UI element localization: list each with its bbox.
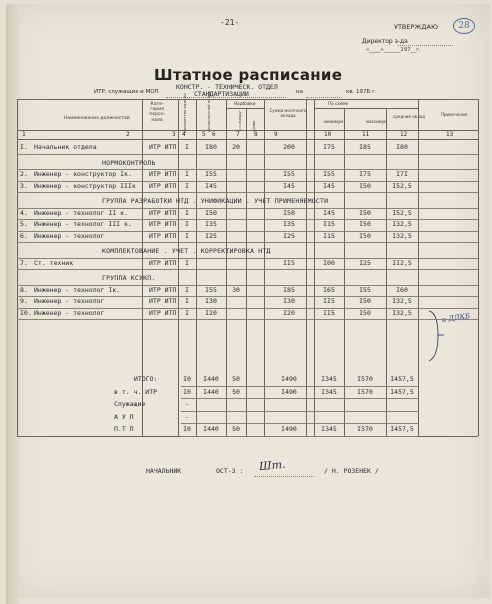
- total-line: [181, 398, 418, 399]
- col-bonus-header: Надбавки: [234, 101, 256, 106]
- cell-max: I50: [359, 231, 371, 240]
- total-sum: I490: [281, 387, 297, 396]
- position-name: Инженер - конструктор Iк.: [34, 170, 132, 178]
- cell-max: I50: [359, 181, 371, 190]
- cell-max: I50: [359, 220, 371, 228]
- row-number: 9.: [20, 297, 28, 305]
- cell-sal: I35: [205, 220, 217, 228]
- total-pct: 50: [232, 387, 240, 396]
- col-max-header: максимум: [366, 119, 388, 124]
- cell-avg: I7I: [396, 170, 408, 178]
- cell-cnt: I: [185, 308, 189, 317]
- cell-avg: I32,5: [392, 308, 412, 317]
- cell-max: I50: [359, 297, 371, 305]
- cell-sal: I20: [205, 308, 217, 317]
- department-line1: КОНСТР. - ТЕХНИЧЕСК. ОТДЕЛ: [176, 83, 278, 91]
- row-number: 5.: [20, 220, 28, 228]
- total-max: I570: [357, 387, 373, 396]
- cell-min: I15: [323, 220, 335, 228]
- approve-date: «____»______197__г.: [366, 47, 421, 53]
- category: ИТР ИТП: [149, 208, 177, 217]
- cell-sal: I55: [205, 170, 217, 178]
- col-note-header: Примечание: [440, 112, 468, 117]
- cell-min: I75: [323, 143, 335, 151]
- col-min-header: минимум: [324, 119, 344, 124]
- row-number: I0.: [20, 308, 32, 317]
- cell-min: I15: [323, 231, 335, 240]
- total-label: ИТОГО:: [134, 375, 158, 383]
- total-avg: I457,5: [390, 425, 414, 433]
- col-bonus-sum-header: сумма: [252, 120, 256, 132]
- row-number: I.: [20, 143, 28, 151]
- total-sal: I440: [203, 425, 219, 433]
- cell-sum: 200: [283, 143, 295, 151]
- cell-max: I25: [359, 258, 371, 267]
- cell-sum: I25: [283, 231, 295, 240]
- col-number: 11: [362, 131, 370, 138]
- table-top-line: [17, 99, 478, 100]
- total-max: I570: [357, 375, 373, 383]
- handwritten-note: в ДДКБ: [441, 312, 471, 324]
- total-avg: I457,5: [390, 387, 414, 396]
- row-line: [17, 192, 478, 193]
- category: ИТР ИТП: [149, 170, 177, 178]
- category: ИТР ИТП: [149, 308, 177, 317]
- col-number: 1: [22, 131, 26, 138]
- total-label: в т. ч. ИТР: [114, 387, 158, 396]
- cell-cnt: I: [185, 258, 189, 267]
- category: ИТР ИТП: [149, 285, 177, 294]
- position-name: Инженер - конструктор IIIк: [34, 181, 136, 190]
- table-col-line: [418, 99, 419, 436]
- category: ИТР ИТП: [149, 231, 177, 240]
- total-cnt: -: [185, 412, 189, 421]
- director-label: Директор з-да: [362, 38, 408, 45]
- footer-chief: НАЧАЛЬНИК: [146, 467, 182, 475]
- subtitle-prefix: ИТР, служащих и МОП: [94, 89, 159, 95]
- cell-cnt: I: [185, 297, 189, 305]
- approve-label: УТВЕРЖДАЮ: [394, 23, 438, 31]
- footer-dept: ОСТ-З :: [216, 467, 244, 475]
- document-page: [6, 4, 490, 598]
- cell-sal: I50: [205, 208, 217, 217]
- total-sum: I490: [281, 375, 297, 383]
- total-line: [181, 411, 418, 412]
- total-min: I345: [321, 387, 337, 396]
- cell-avg: I52,5: [392, 208, 412, 217]
- category: ИТР ИТП: [149, 220, 177, 228]
- row-number: 3.: [20, 181, 28, 190]
- cell-pct: 30: [232, 285, 240, 294]
- total-line: [181, 423, 418, 424]
- row-line: [17, 242, 478, 243]
- position-name: Инженер - технолог II к.: [34, 208, 128, 217]
- cell-sum: I50: [283, 208, 295, 217]
- total-pct: 50: [232, 425, 240, 433]
- cell-pct: 20: [232, 143, 240, 151]
- total-max: I570: [357, 425, 373, 433]
- total-line: [181, 386, 418, 387]
- section-heading: ГРУППА КСУКП.: [102, 274, 156, 282]
- cell-max: I75: [359, 170, 371, 178]
- position-name: Инженер - технолог: [34, 308, 105, 317]
- category: ИТР ИТП: [149, 258, 177, 267]
- cell-avg: I32,5: [392, 231, 412, 240]
- cell-sum: II5: [283, 258, 295, 267]
- col-number: 9: [274, 131, 278, 138]
- col-scheme-header: По схеме: [328, 101, 349, 106]
- table-col-line: [478, 99, 479, 436]
- cell-min: I45: [323, 181, 335, 190]
- table-col-line: [17, 99, 18, 436]
- row-number: 4.: [20, 208, 28, 217]
- row-number: 7.: [20, 258, 28, 267]
- table-header-line: [17, 130, 478, 131]
- total-label: Служащие: [114, 400, 146, 408]
- total-pct: 50: [232, 375, 240, 383]
- col-count-header: Количество единиц: [182, 93, 187, 133]
- total-min: I345: [321, 425, 337, 433]
- total-avg: I457,5: [390, 375, 414, 383]
- cell-min: I45: [323, 208, 335, 217]
- row-number: 6.: [20, 231, 28, 240]
- row-line: [17, 319, 478, 320]
- footer-name: / Н. РОЗЕНЕК /: [324, 467, 379, 475]
- col-salary-header: Должностной оклад: [206, 91, 211, 132]
- col-number: 12: [400, 131, 408, 138]
- total-cnt: I0: [183, 425, 191, 433]
- col-name-header: Наименование должностей: [64, 116, 130, 121]
- cell-max: I55: [359, 285, 371, 294]
- quarter-label: кв. 197Б г.: [346, 89, 377, 95]
- col-number: 5: [202, 131, 206, 138]
- row-line: [17, 269, 478, 270]
- on-label: на: [296, 89, 303, 95]
- cell-min: II5: [323, 297, 335, 305]
- department-line2: СТАНДАРТИЗАЦИИ: [194, 90, 249, 98]
- cell-sal: I45: [205, 181, 217, 190]
- col-number: 4: [182, 131, 186, 138]
- table-col-line: [142, 99, 143, 436]
- cell-avg: I32,5: [392, 220, 412, 228]
- total-cnt: I0: [183, 375, 191, 383]
- cell-max: I50: [359, 308, 371, 317]
- category: ИТР ИТП: [149, 297, 177, 305]
- cell-min: I00: [323, 258, 335, 267]
- total-label: А У П: [114, 412, 134, 421]
- cell-sum: I35: [283, 220, 295, 228]
- col-avg-header: средний оклад: [393, 114, 425, 119]
- cell-min: I65: [323, 285, 335, 294]
- row-number: 2.: [20, 170, 28, 178]
- col-number: 6: [212, 131, 216, 138]
- position-name: Инженер - технолог III к.: [34, 220, 132, 228]
- cell-sum: I20: [283, 308, 295, 317]
- cell-cnt: I: [185, 181, 189, 190]
- total-label: П.Т П: [114, 425, 134, 433]
- bonus-subheader-line: [226, 108, 264, 109]
- scheme-subheader-line: [314, 108, 418, 109]
- position-name: Инженер - технолог Iк.: [34, 285, 121, 294]
- position-name: Ст. техник: [34, 258, 74, 267]
- total-cnt: -: [185, 400, 189, 408]
- cell-avg: I60: [396, 285, 408, 294]
- cell-sum: I85: [283, 285, 295, 294]
- col-number: 13: [446, 131, 454, 138]
- cell-sum: I55: [283, 170, 295, 178]
- section-heading: ГРУППА РАЗРАБОТКИ НТД . УНИФИКАЦИИ . УЧЕТ ПРИМЕНЯЕМОСТИ: [102, 197, 329, 205]
- cell-max: I50: [359, 208, 371, 217]
- cell-avg: I32,5: [392, 297, 412, 305]
- cell-sal: I30: [205, 297, 217, 305]
- document-title: Штатное расписание: [154, 66, 343, 84]
- total-sal: I440: [203, 387, 219, 396]
- cell-sum: I30: [283, 297, 295, 305]
- col-category-header: Кате- гория персо- нала: [149, 102, 165, 123]
- cell-sal: I80: [205, 143, 217, 151]
- total-min: I345: [321, 375, 337, 383]
- total-sal: I440: [203, 375, 219, 383]
- total-sum: I490: [281, 425, 297, 433]
- archive-number-stamp: 28: [453, 18, 475, 34]
- cell-sum: I45: [283, 181, 295, 190]
- position-name: Инженер - технолог: [34, 231, 105, 240]
- col-total-header: Сумма месячного оклада: [269, 108, 307, 118]
- cell-sal: I25: [205, 231, 217, 240]
- col-number: 3: [172, 131, 176, 138]
- cell-cnt: I: [185, 170, 189, 178]
- category: ИТР ИТП: [149, 181, 177, 190]
- total-cnt: I0: [183, 387, 191, 396]
- table-col-line: [386, 108, 387, 436]
- col-number: 7: [236, 131, 240, 138]
- col-number: 2: [126, 131, 130, 138]
- table-colnum-line: [17, 139, 478, 140]
- cell-min: II5: [323, 308, 335, 317]
- cell-avg: I52,5: [392, 181, 412, 190]
- cell-cnt: I: [185, 143, 189, 151]
- col-bonus-pct-header: % к окладу: [238, 111, 242, 132]
- section-heading: КОМПЛЕКТОВАНИЕ . УЧЕТ . КОРРЕКТИРОВКА НТД: [102, 247, 271, 255]
- cell-max: I85: [359, 143, 371, 151]
- cell-cnt: I: [185, 231, 189, 240]
- category: ИТР ИТП: [149, 143, 177, 151]
- cell-avg: I80: [396, 143, 408, 151]
- cell-cnt: I: [185, 208, 189, 217]
- col-number: 10: [324, 131, 332, 138]
- page-number: -21-: [220, 18, 240, 27]
- section-heading: НОРМОКОНТРОЛЬ: [102, 158, 156, 167]
- row-line: [17, 154, 478, 155]
- col-number: 8: [254, 131, 258, 138]
- cell-cnt: I: [185, 285, 189, 294]
- cell-sal: I55: [205, 285, 217, 294]
- position-name: Начальник отдела: [34, 143, 97, 151]
- cell-min: I55: [323, 170, 335, 178]
- signature: Шт.: [258, 457, 287, 474]
- table-col-line: [344, 108, 345, 436]
- cell-cnt: I: [185, 220, 189, 228]
- row-number: 8.: [20, 285, 28, 294]
- cell-avg: II2,5: [392, 258, 412, 267]
- position-name: Инженер - технолог: [34, 297, 105, 305]
- total-line: [181, 436, 418, 437]
